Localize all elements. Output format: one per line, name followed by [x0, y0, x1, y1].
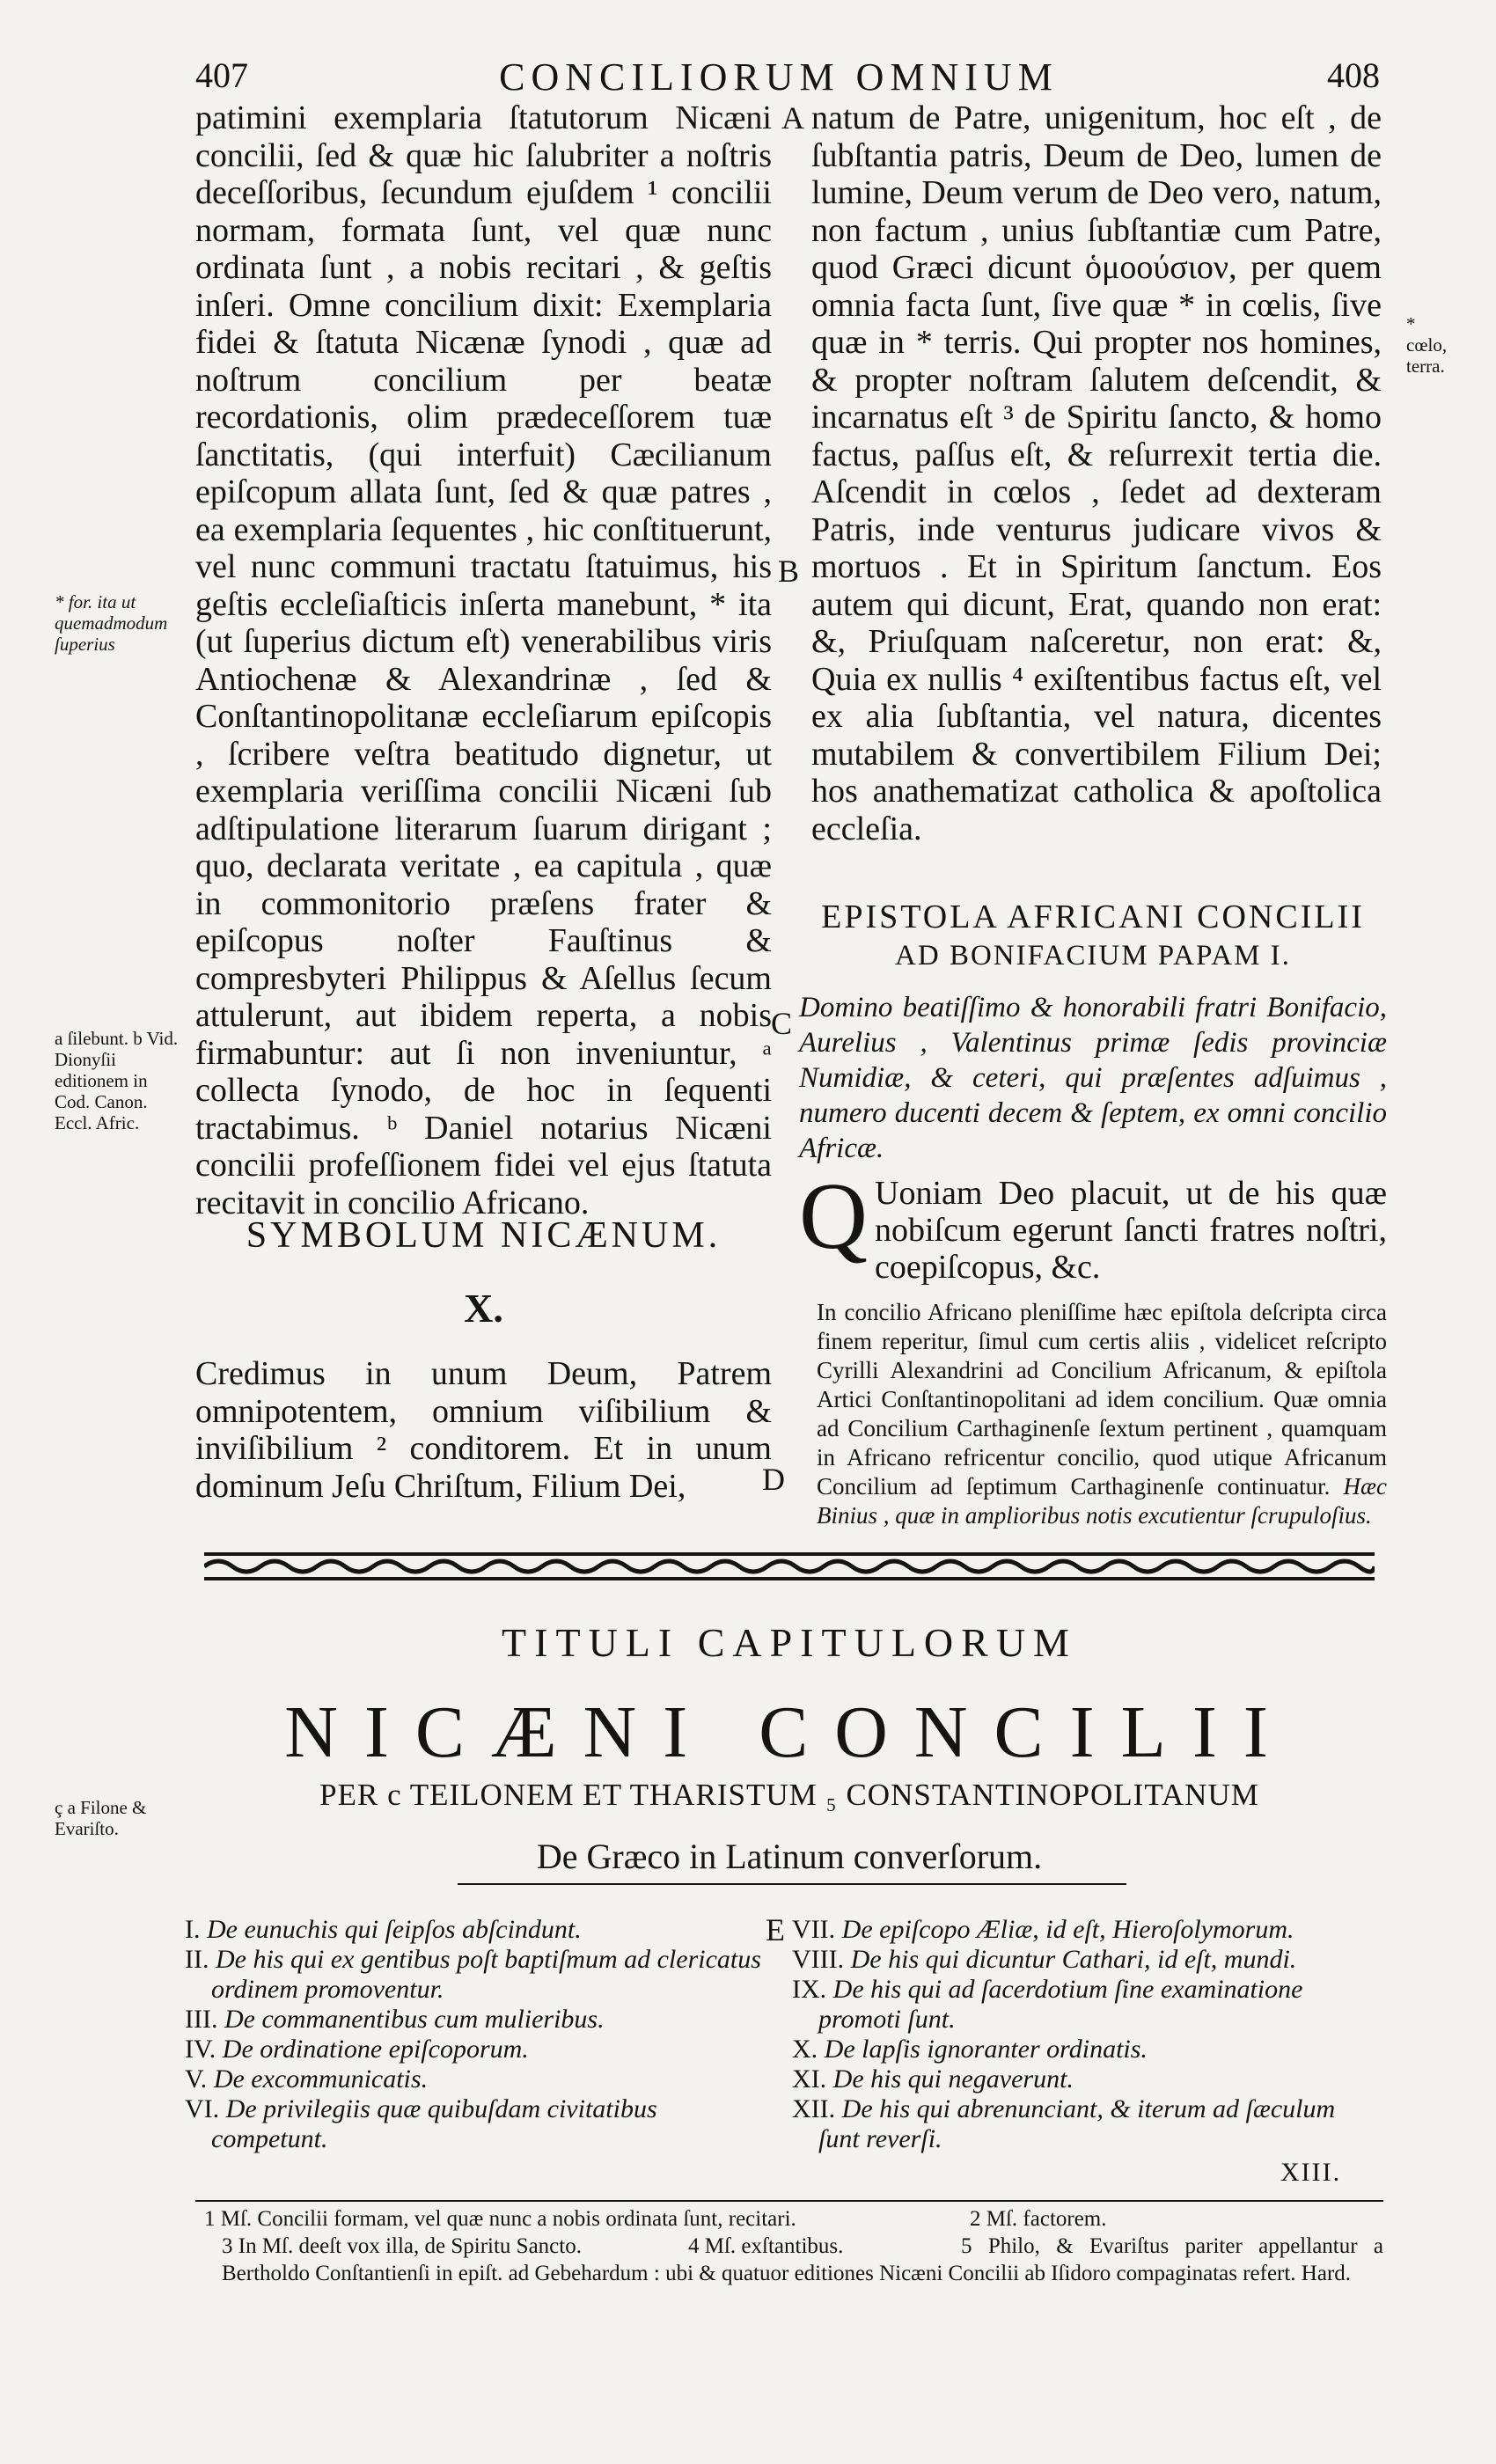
page-number-right: 408: [1327, 55, 1380, 95]
chapter-item: II. De his qui ex gentibus poſt baptiſmum ad clericatus ordinem promoventur.: [185, 1945, 761, 2004]
footnotes: [195, 2205, 1383, 2285]
editorial-note: [817, 1298, 1387, 1530]
chapter-list-left: [185, 1915, 766, 2154]
chapter-item: XI. De his qui negaverunt.: [792, 2064, 1074, 2094]
footnote-4: 4 Mſ. exſtantibus.: [688, 2234, 844, 2258]
footnote-5: 5 Philo, & Evariſtus pariter appellantur a Bertholdo Conſtantienſi in epiſt. ad Gebehardum : ubi & quatuor editiones Nicæni Concilii ab Iſidoro compaginatas refert. Hard.: [222, 2234, 1383, 2285]
chapter-item: VI. De privilegiis quæ quibuſdam civitatibus competunt.: [185, 2094, 657, 2153]
symbolum-title: SYMBOLUM NICÆNUM.: [246, 1215, 722, 1256]
left-paragraph: patimini exemplaria ſtatutorum Nicæni concilii, ſed & quæ hic ſalubriter a noſtris deceſſoribus, ſecundum ejuſdem ¹ concilii normam, formata ſunt, vel quæ nunc ordinata ſunt , a nobis recitari , & geſtis inſeri. Omne concilium dixit: Exemplaria fidei & ſtatuta Nicænæ ſynodi , quæ ad noſtrum concilium per beatæ recordationis, olim prædeceſſorem tuæ ſanctitatis, (qui interfuit) Cæcilianum epiſcopum allata ſunt, ſed & quæ patres , ea exemplaria ſequentes , hic conſtituerunt, vel nunc communi tractatu ſtatuimus, his geſtis eccleſiaſticis inſerta manebunt, * ita (ut ſuperius dictum eſt) venerabilibus viris Antiochenæ & Alexandrinæ , ſed & Conſtantinopolitanæ eccleſiarum epiſcopis , ſcribere veſtra beatitudo dignetur, ut exemplaria veriſſima concilii Nicæni ſub adſtipulatione literarum ſuarum dirigant ; quo, declarata veritate , ea capitula , quæ in commonitorio præſens frater & epiſcopus noſter Fauſtinus & compresbyteri Philippus & Aſellus ſecum attulerunt, aut ibidem reperta, a nobis firmabuntur: aut ſi non inveniuntur, ᵃ collecta ſynodo, de hoc in ſequenti tractabimus. ᵇ Daniel notarius Nicæni concilii profeſſionem fidei vel ejus ſtatuta recitavit in concilio Africano.: [195, 99, 772, 1221]
epistola-incipit: [799, 1164, 1387, 1286]
chapter-item: V. De excommunicatis.: [185, 2064, 429, 2094]
chapter-list-right: [792, 1915, 1382, 2154]
chapter-item: I. De eunuchis qui ſeipſos abſcindunt.: [185, 1915, 582, 1944]
section-heading-line2: NICÆNI CONCILII: [284, 1691, 1294, 1773]
left-column-text: [195, 99, 772, 1221]
footnote-3: 3 In Mſ. deeſt vox illa, de Spiritu Sancto.: [222, 2234, 582, 2258]
catchword: XIII.: [1280, 2158, 1342, 2187]
epistola-salutation: Domino beatiſſimo & honorabili fratri Bonifacio, Aurelius , Valentinus primæ ſedis provinciæ Numidiæ, & ceteri, qui præſentes adſuimus , numero ducenti decem & ſeptem, ex omni concilio Africæ.: [799, 992, 1387, 1164]
side-note-silebunt: a ſilebunt. b Vid. Dionyſii editionem in Cod. Canon. Eccl. Afric.: [55, 1028, 179, 1133]
heading-underline: [458, 1883, 1126, 1885]
footnote-2: 2 Mſ. factorem.: [970, 2207, 1107, 2231]
drop-cap: Q: [799, 1164, 868, 1269]
incipit-text: Uoniam Deo placuit, ut de his quæ nobiſcum egerunt ſancti fratres noſtri, coepiſcopus, &c.: [875, 1175, 1387, 1286]
section-heading-line3: PER c TEILONEM ET THARISTUM ₅ CONSTANTINOPOLITANUM: [319, 1778, 1259, 1812]
running-title: CONCILIORUM OMNIUM: [499, 55, 1059, 99]
editorial-note-text: In concilio Africano pleniſſime hæc epiſtola deſcripta circa finem reperitur, ſimul cum certis aliis , videlicet reſcripto Cyrilli Alexandrini ad Concilium Africanum, & epiſtola Artici Conſtantinopolitani ad idem concilium. Quæ omnia ad Concilium Carthaginenſe ſextum pertinent , quamquam in Africano refricentur concilio, quod utique Africanum Concilium ad ſeptimum Carthaginenſe continuatur.: [817, 1299, 1387, 1500]
right-paragraph: natum de Patre, unigenitum, hoc eſt , de ſubſtantia patris, Deum de Deo, lumen de lumine, Deum verum de Deo vero, natum, non factum , unius ſubſtantiæ cum Patre, quod Græci dicunt ὁμοούσιον, per quem omnia facta ſunt, ſive quæ * in cœlis, ſive quæ in * terris. Qui propter nos homines, & propter noſtram ſalutem deſcendit, & incarnatus eſt ³ de Spiritu ſancto, & homo factus, paſſus eſt, & reſurrexit tertia die. Aſcendit in cœlos , ſedet ad dexteram Patris, inde venturus judicare vivos & mortuos . Et in Spiritum ſanctum. Eos autem qui dicunt, Erat, quando non erat: &, Priuſquam naſceretur, non erat: &, Quia ex nullis ⁴ exiſtentibus factus eſt, vel ex alia ſubſtantia, vel natura, dicentes mutabilem & convertibilem Filium Dei; hos anathematizat catholica & apoſtolica eccleſia.: [811, 99, 1382, 847]
footnote-row: [195, 2205, 1383, 2233]
margin-letter-d: D: [762, 1462, 785, 1497]
creed-paragraph: Credimus in unum Deum, Patrem omnipotentem, omnium viſibilium & inviſibilium ² conditorem. Et in unum dominum Jeſu Chriſtum, Filium Dei,: [195, 1355, 772, 1505]
editorial-note-tail: Hæc Binius , quæ in amplioribus notis excutientur ſcrupuloſius.: [817, 1473, 1387, 1529]
side-note-for-ita: * for. ita ut quemadmodum ſuperius: [55, 591, 168, 655]
side-note-caelo: * cœlo, terra.: [1406, 313, 1448, 377]
section-heading-line1: TITULI CAPITULORUM: [502, 1620, 1077, 1665]
chapter-item: IV. De ordinatione epiſcoporum.: [185, 2035, 529, 2064]
chapter-item: III. De commanentibus cum mulieribus.: [185, 2005, 605, 2034]
margin-letter-c: C: [771, 1006, 793, 1041]
footnote-rule: [195, 2200, 1383, 2202]
chapter-item: IX. De his qui ad ſacerdotium ſine examinatione promoti ſunt.: [792, 1975, 1303, 2034]
margin-letter-a: A: [781, 100, 804, 136]
epistola-title: EPISTOLA AFRICANI CONCILII: [821, 898, 1365, 935]
right-column-text: [811, 99, 1382, 847]
section-heading-line4: De Græco in Latinum converſorum.: [536, 1837, 1043, 1876]
epistola-subtitle: AD BONIFACIUM PAPAM I.: [895, 940, 1291, 972]
chapter-item: VIII. De his qui dicuntur Cathari, id eſt, mundi.: [792, 1945, 1297, 1974]
creed-text: [195, 1355, 772, 1505]
chapter-item: X. De lapſis ignoranter ordinatis.: [792, 2035, 1148, 2064]
footnote-1: 1 Mſ. Concilii formam, vel quæ nunc a nobis ordinata ſunt, recitari.: [204, 2207, 796, 2231]
page-number-left: 407: [195, 55, 248, 95]
ornament-rule: [204, 1549, 1375, 1584]
margin-letter-b: B: [778, 554, 800, 589]
margin-letter-e: E: [766, 1912, 785, 1947]
symbolum-number: X.: [464, 1286, 503, 1331]
chapter-item: VII. De epiſcopo Æliæ, id eſt, Hieroſolymorum.: [792, 1915, 1294, 1944]
side-note-filone: ç a Filone & Evariſto.: [55, 1797, 147, 1839]
chapter-item: XII. De his qui abrenunciant, & iterum ad ſæculum ſunt reverſi.: [792, 2094, 1336, 2153]
